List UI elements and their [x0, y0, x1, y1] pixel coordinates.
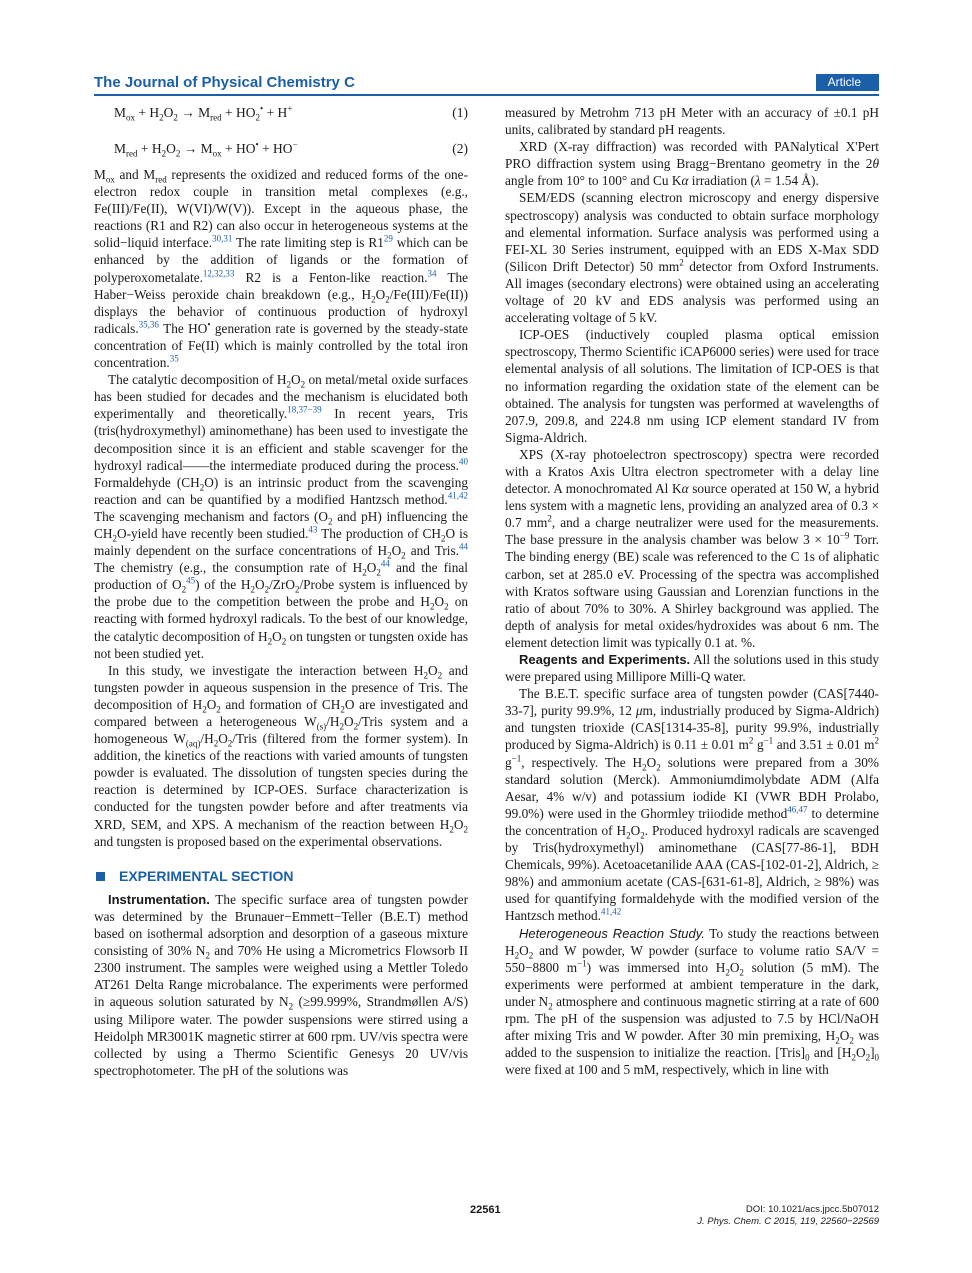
paragraph: In this study, we investigate the interaction between $H_2O_2$ and tungsten powder in aqueous suspension in the presence of Tris. The decomposition of $H_2O_2$ and formation of $CH_2O$ are investigated and compared between a heterogeneous $W_{(s)}/H_2O_2$/Tris system and a homogeneous $W_{(aq)}/H_2O_2$/Tris (filtered from the former system). In addition, the kinetics of the reactions with varied amounts of tungsten powder is evaluated. The dissolution of tungsten species during the reaction is determined by ICP-OES. Surface characterization is conducted for the tungsten powder before and after treatments via XRD, SEM, and XPS. A mechanism of the reaction between $H_2O_2$ and tungsten is proposed based on the experimental observations. [94, 662, 469, 849]
section-heading: EXPERIMENTAL SECTION [94, 868, 468, 885]
paragraph: Instrumentation. The specific surface area of tungsten powder was determined by the Brunauer−Emmett−Teller (B.E.T) method based on isothermal adsorption and desorption of a gaseous mixture consisting of 30% $N_2$ and 70% He using a Micrometrics Flowsorb II 2300 instrument. The samples were weighed using a Mettler Toledo AT261 Delta Range microbalance. The experiments were performed in aqueous solution saturated by $N_2$ (≥99.999%, Strandmøllen A/S) using Milipore water. The powder suspensions were stirred using a Heidolph MR3001K magnetic stirrer at 600 rpm. UV/vis spectra were collected by using a Thermo Scientific Genesys 20 UV/vis spectrophotometer. The pH of the solutions was [94, 891, 469, 1078]
paragraph: The B.E.T. specific surface area of tungsten powder (CAS[7440-33-7], purity 99.9%, 12 μm, industrially produced by Sigma-Aldrich) and tungsten trioxide (CAS[1314-35-8], purity 99.9%, industrially produced by Sigma-Aldrich) is 0.11 ± 0.01 $m^2$ $g^{-1}$ and 3.51 ± 0.01 $m^2$ $g^{-1}$, respectively. The $H_2O_2$ solutions were prepared from a 30% standard solution (Merck). Ammoniumdimolybdate ADM (Alfa Aesar, 4% w/v) and potassium iodide KI (VWR BDH Prolabo, 99.0%) were used in the Ghormley triiodide method$^{46,47}$ to determine the concentration of $H_2O_2$. Produced hydroxyl radicals are scavenged by Tris(hydroxymethyl) aminomethane (CAS[77-86-1], BDH Chemicals, 99%). Acetoacetanilide AAA (CAS-[102-01-2], Aldrich, ≥ 98%) and ammonium acetate (CAS-[631-61-8], Aldrich, ≥ 98%) was used for quantifying formaldehyde with the modified version of the Hantzsch method.$^{41,42}$ [505, 686, 880, 924]
runin-heading: Instrumentation. [108, 891, 210, 907]
paragraph: ICP-OES (inductively coupled plasma optical emission spectroscopy, Thermo Scientific iCAP6000 series) were used for trace elemental analysis of all solutions. The limitation of ICP-OES is that no information regarding the oxidation state of the element can be obtained. The analysis for tungsten was performed at wavelengths of 207.9, 209.8, and 224.8 nm using ICP element standard IV from Sigma-Aldrich. [505, 327, 879, 445]
paragraph: Heterogeneous Reaction Study. To study the reactions between $H_2O_2$ and W powder, W powder (surface to volume ratio SA/V = 550−8800 $m^{-1}$) was immersed into $H_2O_2$ solution (5 mM). The experiments were performed at ambient temperature in the dark, under $N_2$ atmosphere and continuous magnetic stirring at a rate of 600 rpm. The pH of the suspension was adjusted to 7.5 by HCl/NaOH after mixing Tris and W powder. After 30 min premixing, $H_2O_2$ was added to the suspension to initialize the reaction. $[Tris]_0$ and $[H_2O_2]_0$ were fixed at 100 and 5 mM, respectively, which in line with [505, 925, 879, 1078]
square-bullet-icon [96, 872, 105, 881]
equation-2: $M_{red} + H_2O_2 \to M_{ox} + HO^• + HO^-$ (2) [114, 139, 468, 159]
equation-number: (1) [452, 105, 468, 120]
paragraph: The catalytic decomposition of $H_2O_2$ on metal/metal oxide surfaces has been studied for decades and the mechanism is elucidated both experimentally and theoretically.$^{18,37-39}$ In recent years, Tris (tris(hydroxymethyl) aminomethane) has been used to investigate the decomposition since it is an efficient and stable scavenger for the hydroxyl radical——the intermediate produced during the process.$^{40}$ Formaldehyde $(CH_2O)$ is an intrinsic product from the scavenging reaction and can be quantified by a modified Hantzsch method.$^{41,42}$ The scavenging mechanism and factors ($O_2$ and pH) influencing the $CH_2O$-yield have recently been studied.$^{43}$ The production of $CH_2O$ is mainly dependent on the surface concentrations of $H_2O_2$ and Tris.$^{44}$ The chemistry (e.g., the consumption rate of $H_2O_2^{44}$ and the final production of $O_2^{45}$) of the $H_2O_2/ZrO_2$/Probe system is influenced by the probe due to the competition between the probe and $H_2O_2$ on reacting with formed hydroxyl radicals. To the best of our knowledge, the catalytic decomposition of $H_2O_2$ on tungsten or tungsten oxide has not been studied yet. [94, 372, 469, 661]
equation-1: $M_{ox} + H_2O_2 \to M_{red} + HO_2^• + H^+$ (1) [114, 103, 468, 123]
equation-number: (2) [452, 141, 468, 156]
left-column [94, 104, 468, 1079]
paragraph: XPS (X-ray photoelectron spectroscopy) spectra were recorded with a Kratos Axis Ultra electron spectrometer with a delay line detector. A monochromated Al Kα source operated at 150 W, a hybrid lens system with a magnetic lens, providing an analyzed area of 0.3 × 0.7 $mm^2$, and a charge neutralizer were used for the measurements. The base pressure in the analysis chamber was below $3 \times 10^{-9}$ Torr. The binding energy (BE) scale was referenced to the C 1s of aliphatic carbon, set at 285.0 eV. Processing of the spectra was accomplished with Kratos software using Gaussian and Lorenzian functions in the ratio of about 70% to 30%. A Shirley background was applied. The depth of analysis for metal oxides/hydroxides was about 6 nm. The element detection limit was typically 0.1 at. %. [505, 446, 880, 650]
journal-header [94, 72, 879, 96]
footer-citation [697, 1204, 879, 1228]
doi: DOI: 10.1021/acs.jpcc.5b07012 [745, 1204, 879, 1215]
right-column [505, 104, 879, 1078]
paragraph: $M_{ox}$ and $M_{red}$ represents the oxidized and reduced forms of the one-electron redox couple in transition metal complexes (e.g., Fe(III)/Fe(II), W(VI)/W(V)). Except in the aqueous phase, the reactions (R1 and R2) can also occur in heterogeneous systems at the solid−liquid interface.$^{30,31}$ The rate limiting step is R1$^{29}$ which can be enhanced by the addition of ligands or the formation of polyperoxometalate.$^{12,32,33}$ R2 is a Fenton-like reaction.$^{34}$ The Haber−Weiss peroxide chain breakdown (e.g., $H_2O_2/Fe(III)/Fe(II)$) displays the behavior of continuous production of hydroxyl radicals.$^{35,36}$ The HO• generation rate is governed by the steady-state concentration of Fe(II) which is mainly controlled by the total iron concentration.$^{35}$ [94, 167, 468, 371]
paragraph: measured by Metrohm 713 pH Meter with an accuracy of ±0.1 pH units, calibrated by standard pH reagents. [505, 105, 879, 138]
citation: J. Phys. Chem. C 2015, 119, 22560−22569 [697, 1216, 879, 1227]
paragraph: SEM/EDS (scanning electron microscopy and energy dispersive spectroscopy) analysis was conducted to obtain surface morphology and elemental information. Surface analysis was performed using a FEI-XL 30 Series instrument, equipped with an EDS X-Max SDD (Silicon Drift Detector) 50 $mm^2$ detector from Oxford Instruments. All images (secondary electrons) were obtained using an accelerating voltage of 20 kV and EDS analysis was performed using an accelerating voltage of 5 kV. [505, 190, 879, 326]
paragraph: XRD (X-ray diffraction) was recorded with PANalytical X'Pert PRO diffraction system using Bragg−Brentano geometry in the 2θ angle from 10° to 100° and Cu Kα irradiation (λ = 1.54 Å). [505, 139, 879, 189]
journal-title: The Journal of Physical Chemistry C [94, 74, 355, 91]
paragraph: Reagents and Experiments. All the solutions used in this study were prepared using Millipore Milli-Q water. [505, 652, 879, 685]
article-badge: Article [816, 74, 879, 91]
page-number: 22561 [470, 1204, 501, 1216]
runin-heading: Reagents and Experiments. [519, 652, 691, 667]
runin-heading: Heterogeneous Reaction Study. [519, 925, 705, 941]
